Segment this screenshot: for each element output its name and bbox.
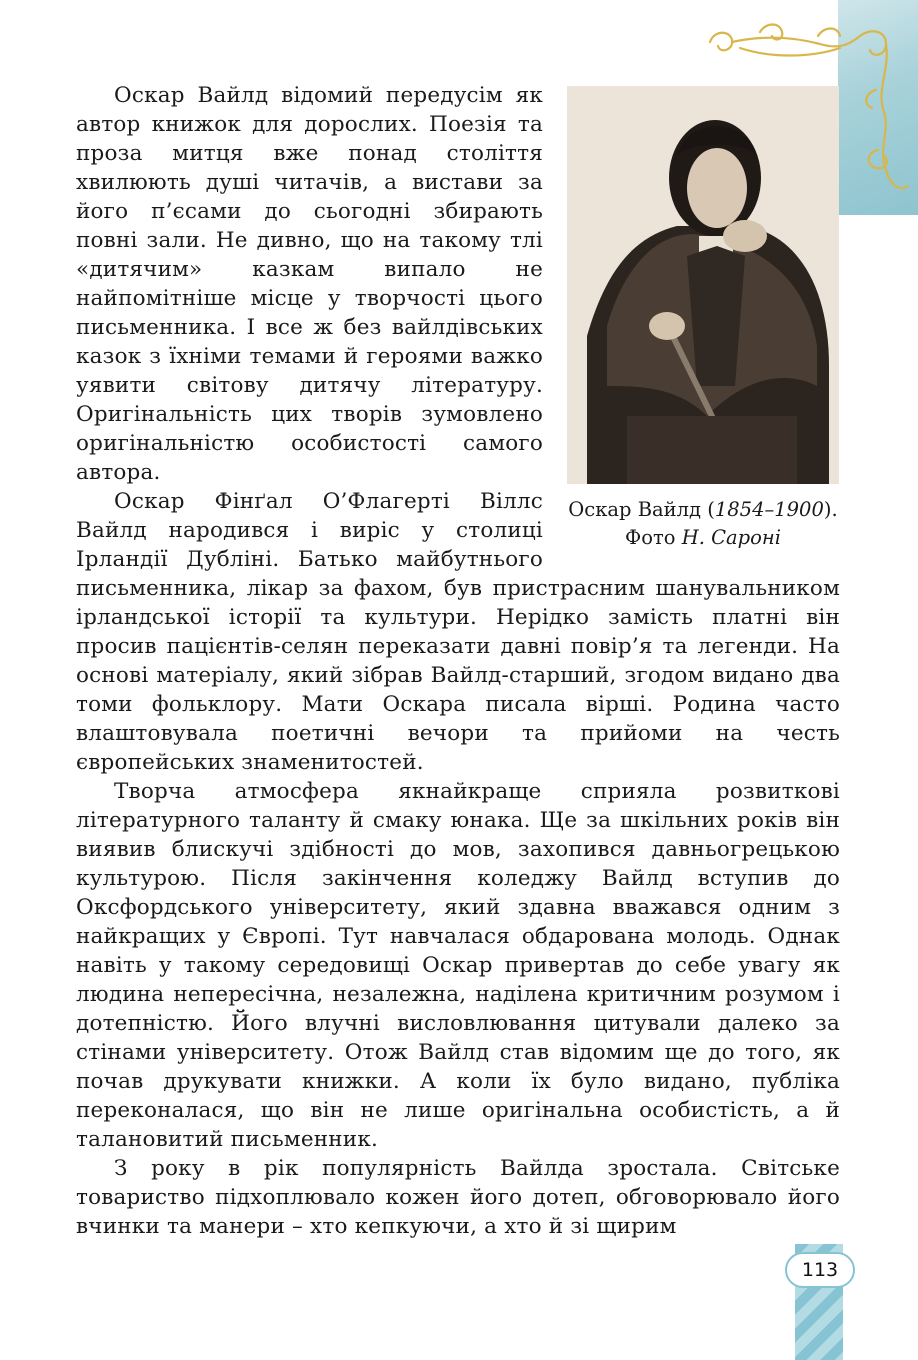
caption-years: 1854–1900 xyxy=(714,498,824,521)
paragraph-3: Творча атмосфера якнайкраще сприяла розвиткові літературного таланту й смаку юнака. Ще за шкільних років він виявив блискучі здібності до мов, захопився давньогрецькою культурою. Після закінчення коледжу Вайлд вступив до Оксфордського університету, який здавна вважався одним з найкращих у Європі. Тут навчалася обдарована молодь. Однак навіть у такому середовищі Оскар привертав до себе увагу як людина непересічна, незалежна, наділена критичним розумом і дотепністю. Його влучні висловлювання цитували далеко за стінами університету. Отож Вайлд став відомим ще до того, як почав друкувати книжки. А коли їх було видано, публіка переконалася, що він не лише оригінальна особистість, а й талановитий письменник. xyxy=(76,779,840,1152)
page-number: 113 xyxy=(785,1252,855,1288)
paragraph-1: Оскар Вайлд відомий передусім як автор книжок для дорослих. Поезія та проза митця вже понад століття хвилюють душі читачів, а вистави за його п’єсами до сьогодні збирають повні зали. Не дивно, що на такому тлі «дитячим» казкам випало не найпомітніше місце у творчості цього письменника. І все ж без вайлдівських казок з їхніми темами й героями важко уявити світову дитячу літературу. Оригінальність цих творів зумовлено оригінальністю особистості самого автора. xyxy=(76,83,543,485)
body-text xyxy=(76,81,840,1241)
paragraph-2: Оскар Фінґал О’Флагерті Віллс Вайлд народився і виріс у столиці Ірландії Дубліні. Батько майбутнього письменника, лікар за фахом, був пристрасним шанувальником ірландської історії та культури. Нерідко замість платні він просив пацієнтів-селян переказати давні повір’я та легенди. На основі матеріалу, який зібрав Вайлд-старший, згодом видано два томи фольклору. Мати Оскара писала вірші. Родина часто влаштовувала поетичні вечори та прийоми на честь європейських знаменитостей. xyxy=(76,489,840,775)
photo-float-space xyxy=(543,81,840,563)
caption-photographer: Н. Сароні xyxy=(681,526,781,549)
caption-name: Оскар Вайлд ( xyxy=(568,498,715,521)
paragraph-4: З року в рік популярність Вайлда зростала. Світське товариство підхоплювало кожен його дотеп, обговорювало його вчинки та манери – хто кепкуючи, а хто й зі щирим xyxy=(76,1156,840,1239)
caption-after-years: ). Фото xyxy=(625,498,838,549)
